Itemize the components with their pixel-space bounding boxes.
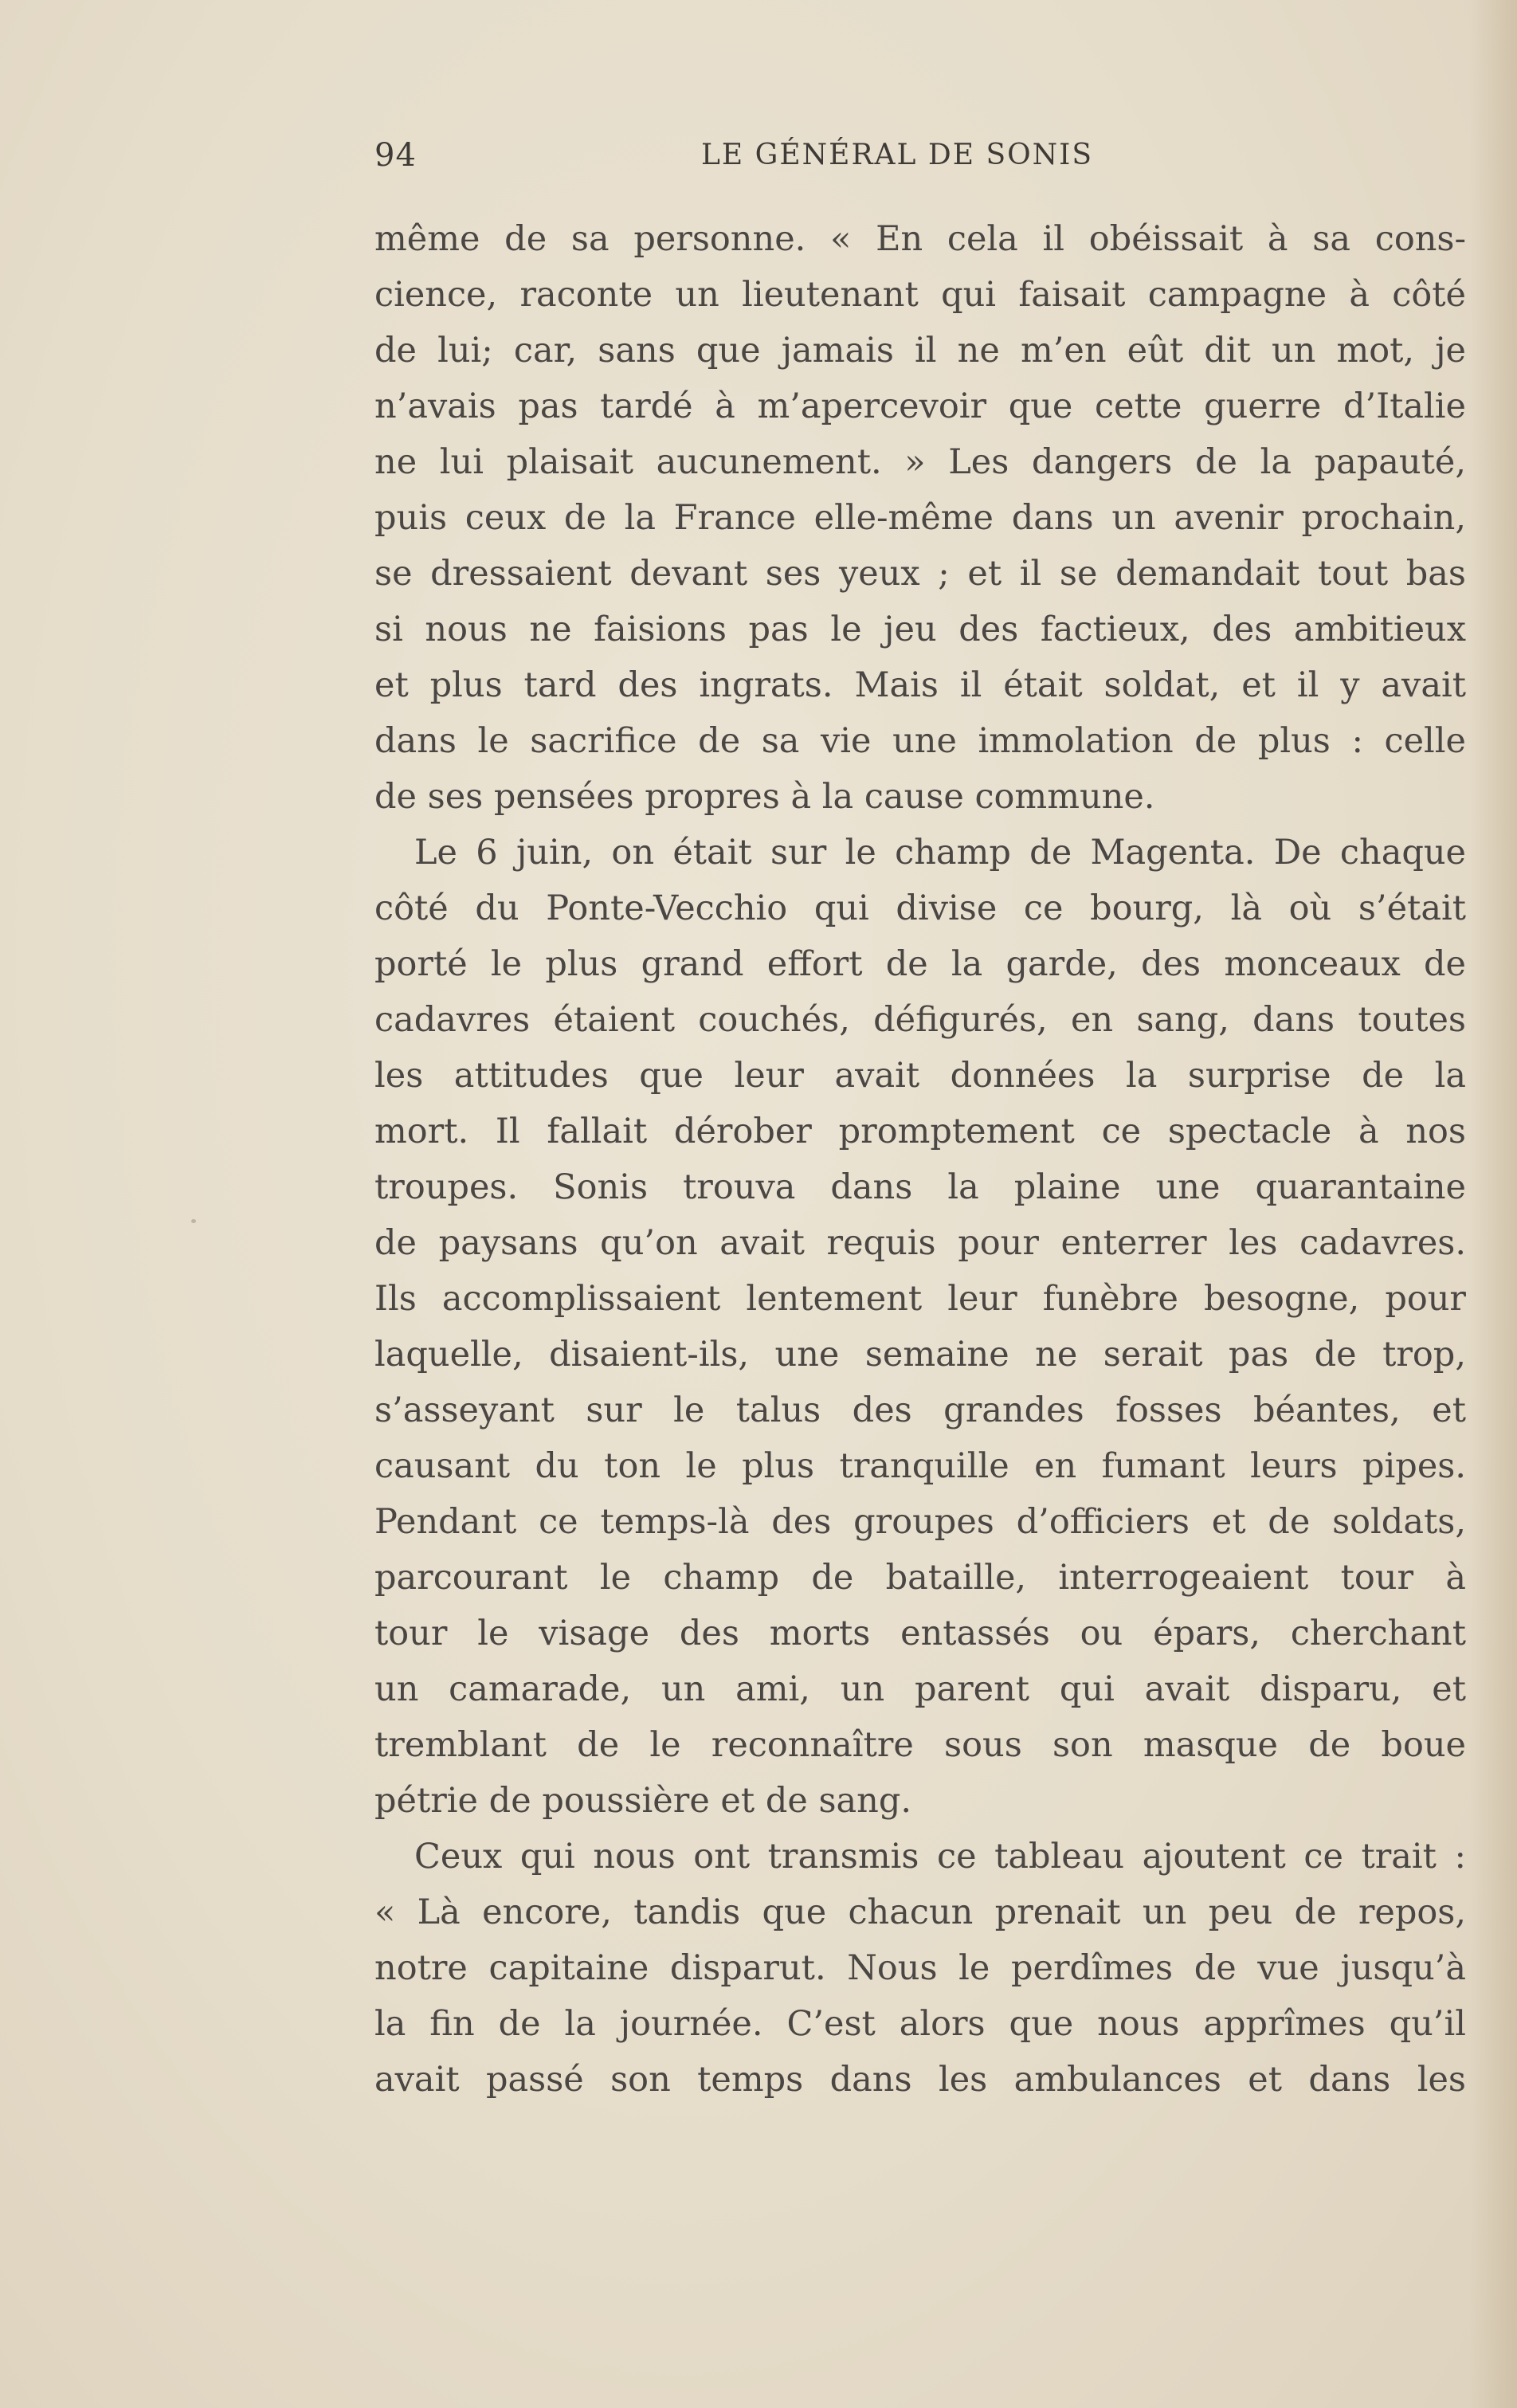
text-line: Ils accomplissaient lentement leur funèbre besogne, pour: [374, 1279, 1466, 1319]
text-line: parcourant le champ de bataille, interrogeaient tour à: [374, 1558, 1466, 1598]
body-text: [374, 211, 1466, 2108]
text-line: troupes. Sonis trouva dans la plaine une quarantaine: [374, 1167, 1466, 1207]
text-line: Le 6 juin, on était sur le champ de Magenta. De chaque: [414, 833, 1466, 873]
page-header: [374, 137, 1466, 185]
text-line: si nous ne faisions pas le jeu des factieux, des ambitieux: [374, 610, 1466, 649]
text-line: « Là encore, tandis que chacun prenait un peu de repos,: [374, 1892, 1466, 1932]
page-number: 94: [374, 137, 417, 174]
text-line: Ceux qui nous ont transmis ce tableau ajoutent ce trait :: [414, 1837, 1466, 1877]
text-line: de ses pensées propres à la cause commune.: [374, 777, 1155, 817]
text-line: laquelle, disaient-ils, une semaine ne serait pas de trop,: [374, 1335, 1466, 1375]
text-line: notre capitaine disparut. Nous le perdîmes de vue jusqu’à: [374, 1948, 1466, 1988]
text-line: de lui; car, sans que jamais il ne m’en eût dit un mot, je: [374, 331, 1466, 371]
text-line: causant du ton le plus tranquille en fumant leurs pipes.: [374, 1446, 1466, 1486]
text-line: même de sa personne. « En cela il obéissait à sa cons-: [374, 219, 1466, 259]
text-line: tour le visage des morts entassés ou épars, cherchant: [374, 1614, 1466, 1653]
text-line: puis ceux de la France elle-même dans un avenir prochain,: [374, 498, 1466, 538]
running-title: LE GÉNÉRAL DE SONIS: [701, 139, 1094, 171]
text-line: de paysans qu’on avait requis pour enterrer les cadavres.: [374, 1223, 1466, 1263]
text-line: côté du Ponte-Vecchio qui divise ce bourg, là où s’était: [374, 888, 1466, 928]
text-line: cience, raconte un lieutenant qui faisait campagne à côté: [374, 275, 1466, 315]
text-line: mort. Il fallait dérober promptement ce spectacle à nos: [374, 1112, 1466, 1151]
text-line: dans le sacrifice de sa vie une immolation de plus : celle: [374, 721, 1466, 761]
page-edge-shadow: [1469, 0, 1517, 2408]
text-line: s’asseyant sur le talus des grandes fosses béantes, et: [374, 1390, 1466, 1430]
text-line: pétrie de poussière et de sang.: [374, 1781, 912, 1821]
text-line: les attitudes que leur avait données la surprise de la: [374, 1056, 1466, 1096]
text-line: ne lui plaisait aucunement. » Les dangers de la papauté,: [374, 442, 1466, 482]
text-line: un camarade, un ami, un parent qui avait disparu, et: [374, 1669, 1466, 1709]
text-line: tremblant de le reconnaître sous son masque de boue: [374, 1725, 1466, 1765]
text-line: cadavres étaient couchés, défigurés, en sang, dans toutes: [374, 1000, 1466, 1040]
text-line: porté le plus grand effort de la garde, des monceaux de: [374, 944, 1466, 984]
text-line: la fin de la journée. C’est alors que nous apprîmes qu’il: [374, 2004, 1466, 2044]
text-line: avait passé son temps dans les ambulances et dans les: [374, 2060, 1466, 2100]
text-line: se dressaient devant ses yeux ; et il se demandait tout bas: [374, 554, 1466, 594]
text-line: Pendant ce temps-là des groupes d’officiers et de soldats,: [374, 1502, 1466, 1542]
text-line: et plus tard des ingrats. Mais il était soldat, et il y avait: [374, 665, 1466, 705]
text-line: n’avais pas tardé à m’apercevoir que cette guerre d’Italie: [374, 386, 1466, 426]
paper-speck: [191, 1219, 196, 1223]
